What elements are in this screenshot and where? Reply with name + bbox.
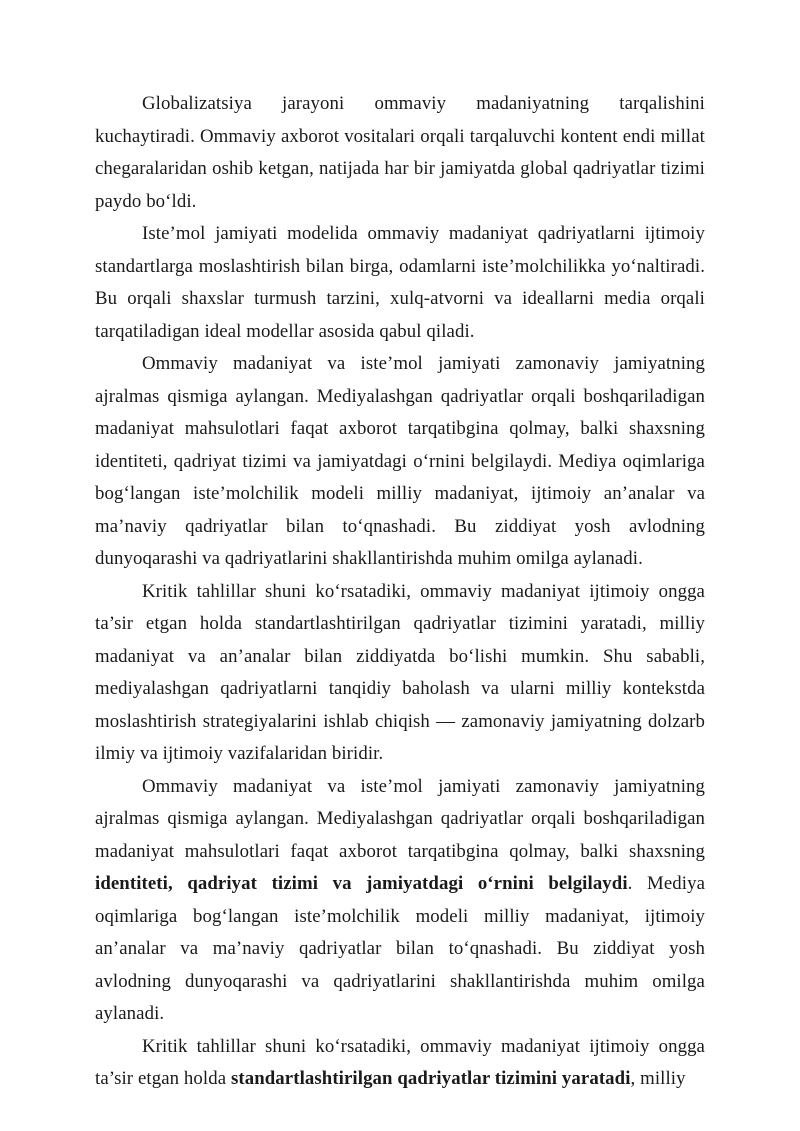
bold-run-standardized-values: standartlashtirilgan qadriyatlar tizimini yaratadi [230,1068,631,1089]
paragraph-text: , milliy [630,1068,686,1089]
paragraph-text: . Mediya oqimlariga bog‘langan iste’molchilik modeli milliy madaniyat, ijtimoiy an’analar va ma’naviy qadriyatlar bilan to‘qnashadi. Bu ziddiyat yosh avlodning dunyoqarashi va qadriyatlarini shakllantirishda muhim omilga aylanadi. [95,873,706,1024]
paragraph-mass-culture-first [95,348,705,576]
paragraph-text: Kritik tahlillar shuni ko‘rsatadiki, ommaviy madaniyat ijtimoiy ongga ta’sir etgan holda standartlashtirilgan qadriyatlar tizimini yaratadi, milliy madaniyat va an’analar bilan ziddiyatda bo‘lishi mumkin. Shu sababli, mediyalashgan qadriyatlarni tanqidiy baholash va ularni milliy kontekstda moslashtirish strategiyalarini ishlab chiqish — zamonaviy jamiyatning dolzarb ilmiy va ijtimoiy vazifalaridan biridir. [95,580,705,764]
paragraph-globalization [95,88,705,218]
paragraph-mass-culture-repeat [95,771,705,1031]
paragraph-critical-analysis-first [95,576,705,771]
paragraph-consumer-society-model [95,218,705,348]
paragraph-text: Ommaviy madaniyat va iste’mol jamiyati zamonaviy jamiyatning ajralmas qismiga aylangan. Mediyalashgan qadriyatlar orqali boshqariladigan madaniyat mahsulotlari faqat axborot tarqatibgina qolmay, balki shaxsning identiteti, qadriyat tizimi va jamiyatdagi o‘rnini belgilaydi. Mediya oqimlariga bog‘langan iste’molchilik modeli milliy madaniyat, ijtimoiy an’analar va ma’naviy qadriyatlar bilan to‘qnashadi. Bu ziddiyat yosh avlodning dunyoqarashi va qadriyatlarini shakllantirishda muhim omilga aylanadi. [95,353,705,569]
paragraph-text: Iste’mol jamiyati modelida ommaviy madaniyat qadriyatlarni ijtimoiy standartlarga moslashtirish bilan birga, odamlarni iste’molchilikka yo‘naltiradi. Bu orqali shaxslar turmush tarzini, xulq-atvorni va ideallarni media orqali tarqatiladigan ideal modellar asosida qabul qiladi. [95,223,705,342]
paragraph-text: Kritik tahlillar shuni ko‘rsatadiki, ommaviy madaniyat ijtimoiy ongga ta’sir etgan holda [95,1035,705,1089]
paragraph-text: Globalizatsiya jarayoni ommaviy madaniyatning tarqalishini kuchaytiradi. Ommaviy axborot vositalari orqali tarqaluvchi kontent endi millat chegaralaridan oshib ketgan, natijada har bir jamiyatda global qadriyatlar tizimi paydo bo‘ldi. [95,93,705,212]
paragraph-critical-analysis-repeat [95,1031,705,1096]
bold-run-identity: identiteti, qadriyat tizimi va jamiyatdagi o‘rnini belgilaydi [95,873,628,894]
paragraph-text: Ommaviy madaniyat va iste’mol jamiyati zamonaviy jamiyatning ajralmas qismiga aylangan. Mediyalashgan qadriyatlar orqali boshqariladigan madaniyat mahsulotlari faqat axborot tarqatibgina qolmay, balki shaxsning [95,775,705,862]
